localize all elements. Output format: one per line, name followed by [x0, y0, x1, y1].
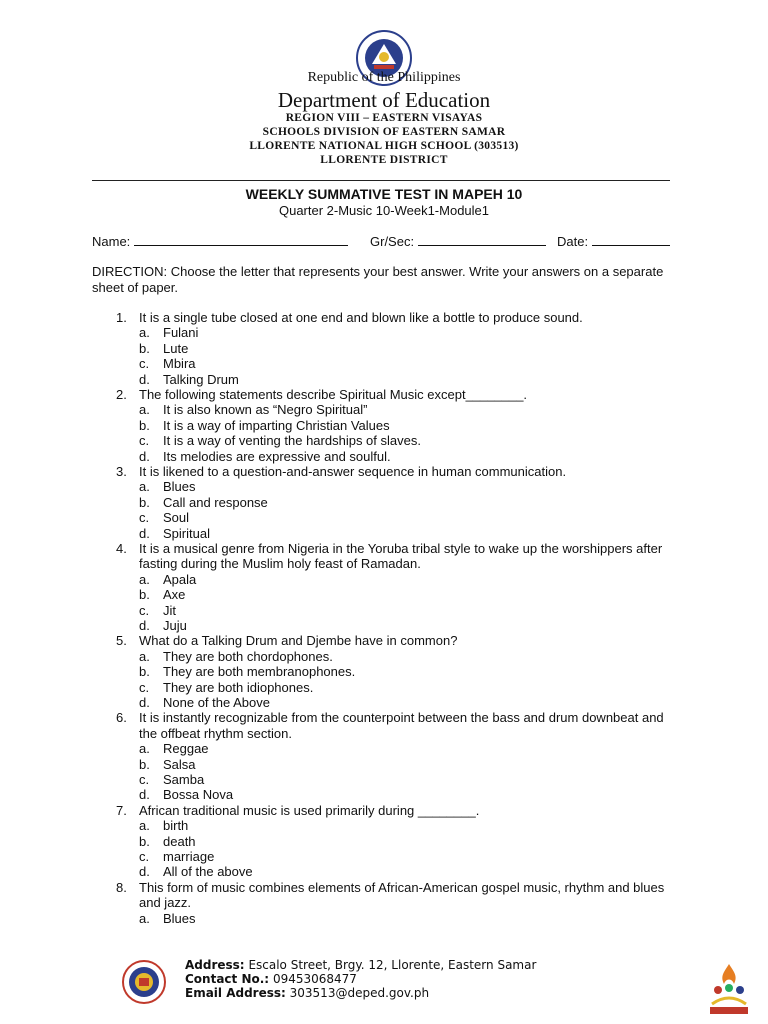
- answer-option: [139, 587, 185, 602]
- option-letter: b.: [139, 340, 150, 356]
- question-text: What do a Talking Drum and Djembe have in common?: [139, 633, 458, 649]
- answer-option: [139, 572, 196, 587]
- option-letter: a.: [139, 818, 150, 834]
- region-heading: REGION VIII – EASTERN VISAYAS: [285, 112, 483, 124]
- date-field[interactable]: [557, 233, 670, 249]
- option-letter: c.: [139, 849, 150, 864]
- option-letter: d.: [139, 787, 150, 803]
- question-text: African traditional music is used primarily during ________.: [139, 802, 480, 818]
- option-letter: d.: [139, 695, 150, 710]
- option-text: It is also known as “Negro Spiritual”: [163, 402, 368, 418]
- answer-option: [139, 757, 196, 772]
- option-letter: d.: [139, 448, 150, 464]
- option-text: Mbira: [163, 356, 196, 372]
- answer-option: [139, 864, 253, 879]
- answer-option: [139, 356, 196, 371]
- answer-option: [139, 680, 313, 695]
- option-text: All of the above: [163, 864, 253, 880]
- option-text: Blues: [163, 910, 196, 926]
- option-text: Lute: [163, 340, 189, 356]
- question-number: 3.: [116, 464, 127, 479]
- question-item: [116, 880, 676, 911]
- project-beacon-logo: [704, 960, 754, 1016]
- option-letter: d.: [139, 618, 150, 633]
- email-value[interactable]: 303513@deped.gov.ph: [289, 986, 430, 1001]
- school-logo: [122, 960, 166, 1004]
- option-letter: b.: [139, 664, 150, 680]
- grsec-blank[interactable]: [418, 233, 546, 246]
- question-item: [116, 633, 676, 648]
- option-text: It is a way of imparting Christian Values: [163, 417, 390, 433]
- contact-value: 09453068477: [272, 972, 357, 987]
- option-letter: a.: [139, 910, 150, 926]
- option-text: marriage: [163, 849, 215, 864]
- option-letter: b.: [139, 587, 150, 603]
- grsec-field[interactable]: [370, 233, 546, 249]
- option-letter: c.: [139, 772, 150, 787]
- header-divider: [92, 180, 670, 181]
- option-letter: a.: [139, 741, 150, 757]
- question-text: This form of music combines elements of African-American gospel music, rhythm and blues and jazz.: [139, 879, 665, 911]
- option-letter: d.: [139, 864, 150, 880]
- question-item: [116, 541, 676, 572]
- answer-option: [139, 325, 198, 340]
- option-letter: c.: [139, 433, 150, 449]
- option-letter: c.: [139, 510, 150, 526]
- question-text: The following statements describe Spiritual Music except________.: [139, 387, 528, 402]
- option-text: Talking Drum: [163, 371, 239, 387]
- option-letter: c.: [139, 356, 150, 372]
- answer-option: [139, 818, 188, 833]
- contact-label: Contact No.:: [185, 972, 270, 987]
- answer-option: [139, 341, 188, 356]
- answer-option: [139, 741, 209, 756]
- option-text: Soul: [163, 510, 190, 526]
- option-text: Reggae: [163, 741, 209, 757]
- answer-option: [139, 787, 233, 802]
- option-text: Jit: [163, 602, 176, 618]
- option-letter: a.: [139, 571, 150, 587]
- option-text: Its melodies are expressive and soulful.: [163, 448, 391, 464]
- test-subtitle: Quarter 2-Music 10-Week1-Module1: [278, 203, 489, 218]
- option-letter: d.: [139, 525, 150, 541]
- option-letter: b.: [139, 833, 150, 849]
- answer-option: [139, 433, 421, 448]
- question-text: It is a musical genre from Nigeria in the Yoruba tribal style to wake up the worshippers after fasting during the Muslim holy feast of Ramadan.: [139, 541, 663, 572]
- answer-option: [139, 495, 268, 510]
- question-text: It is instantly recognizable from the counterpoint between the bass and drum downbeat and the offbeat rhythm section.: [139, 710, 664, 741]
- option-text: Juju: [163, 618, 187, 633]
- option-text: death: [163, 833, 196, 849]
- option-letter: a.: [139, 325, 150, 341]
- option-text: They are both idiophones.: [163, 679, 314, 695]
- option-text: Apala: [163, 571, 197, 587]
- email-label: Email Address:: [185, 986, 286, 1001]
- answer-option: [139, 834, 196, 849]
- name-blank[interactable]: [134, 233, 348, 246]
- option-letter: b.: [139, 417, 150, 433]
- option-text: They are both chordophones.: [163, 648, 333, 664]
- answer-option: [139, 418, 390, 433]
- option-letter: b.: [139, 756, 150, 772]
- division-heading: SCHOOLS DIVISION OF EASTERN SAMAR: [262, 126, 506, 138]
- name-label: Name:: [92, 234, 131, 249]
- question-item: [116, 803, 676, 818]
- option-letter: b.: [139, 494, 150, 510]
- address-value: Escalo Street, Brgy. 12, Llorente, Eastern Samar: [248, 958, 537, 972]
- question-text: It is likened to a question-and-answer sequence in human communication.: [139, 464, 567, 479]
- date-blank[interactable]: [592, 233, 670, 246]
- option-letter: c.: [139, 602, 150, 618]
- option-letter: c.: [139, 679, 150, 695]
- question-number: 8.: [116, 879, 127, 895]
- option-text: Blues: [163, 479, 196, 495]
- question-item: [116, 310, 676, 325]
- question-number: 4.: [116, 541, 127, 556]
- directions-text: DIRECTION: Choose the letter that represents your best answer. Write your answers on a separate sheet of paper.: [92, 264, 664, 295]
- question-number: 6.: [116, 710, 127, 726]
- date-label: Date:: [557, 234, 589, 249]
- answer-option: [139, 526, 210, 541]
- school-heading: LLORENTE NATIONAL HIGH SCHOOL (303513): [249, 140, 519, 152]
- footer-contact: [185, 958, 536, 1001]
- option-letter: a.: [139, 402, 150, 418]
- option-text: Call and response: [163, 494, 268, 510]
- option-text: It is a way of venting the hardships of slaves.: [163, 433, 421, 449]
- question-text: It is a single tube closed at one end and blown like a bottle to produce sound.: [139, 310, 583, 325]
- option-letter: a.: [139, 479, 150, 495]
- option-text: Samba: [163, 772, 205, 787]
- answer-option: [139, 479, 196, 494]
- republic-heading: Republic of the Philippines: [307, 70, 461, 85]
- answer-option: [139, 849, 214, 864]
- grsec-label: Gr/Sec:: [370, 234, 415, 249]
- district-heading: LLORENTE DISTRICT: [320, 154, 448, 166]
- answer-option: [139, 449, 391, 464]
- option-letter: a.: [139, 648, 150, 664]
- answer-option: [139, 402, 367, 417]
- option-text: Salsa: [163, 756, 196, 772]
- question-number: 7.: [116, 802, 127, 818]
- address-label: Address:: [185, 958, 245, 972]
- question-item: [116, 387, 676, 402]
- answer-option: [139, 510, 189, 525]
- option-text: They are both membranophones.: [163, 664, 356, 680]
- option-text: Bossa Nova: [163, 787, 234, 803]
- answer-option: [139, 372, 239, 387]
- question-number: 2.: [116, 387, 127, 402]
- answer-option: [139, 649, 333, 664]
- option-letter: d.: [139, 371, 150, 387]
- answer-option: [139, 911, 196, 926]
- question-item: [116, 710, 676, 741]
- department-heading: Department of Education: [277, 88, 491, 112]
- option-text: birth: [163, 818, 189, 834]
- question-item: [116, 464, 676, 479]
- question-number: 1.: [116, 310, 127, 325]
- option-text: Fulani: [163, 325, 199, 341]
- name-field[interactable]: [92, 233, 348, 249]
- answer-option: [139, 772, 204, 787]
- test-title: WEEKLY SUMMATIVE TEST IN MAPEH 10: [245, 186, 523, 202]
- option-text: None of the Above: [163, 695, 270, 710]
- option-text: Spiritual: [163, 525, 210, 541]
- answer-option: [139, 603, 176, 618]
- option-text: Axe: [163, 587, 186, 603]
- answer-option: [139, 664, 355, 679]
- question-number: 5.: [116, 633, 127, 649]
- answer-option: [139, 695, 270, 710]
- answer-option: [139, 618, 187, 633]
